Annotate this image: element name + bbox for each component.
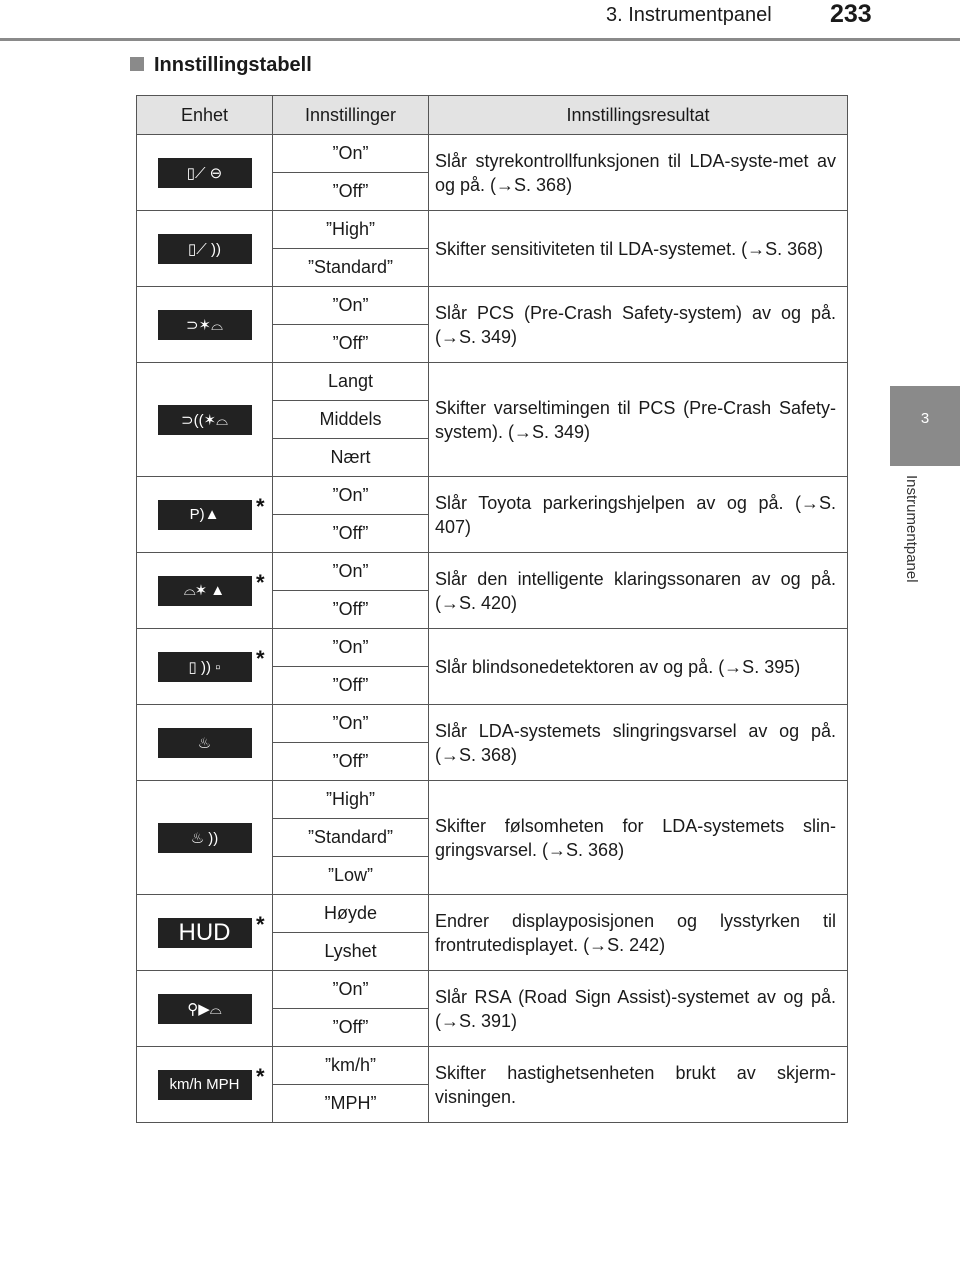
table-row (137, 1047, 848, 1085)
setting-result: Slår Toyota parkeringshjelpen av og på. (→S. 407) (429, 477, 848, 553)
chapter-tab-label: Instrumentpanel (903, 475, 920, 583)
unit-cell (137, 1047, 273, 1123)
col-header-unit: Enhet (137, 96, 273, 135)
col-header-settings: Innstillinger (273, 96, 429, 135)
unit-icon-wrap (158, 234, 252, 264)
setting-value: ”On” (273, 971, 429, 1009)
table-row (137, 629, 848, 667)
setting-result: Slår RSA (Road Sign Assist)-systemet av og på. (→S. 391) (429, 971, 848, 1047)
pcs-icon: ⊃✶⌓ (158, 310, 252, 340)
table-header-row (137, 96, 848, 135)
setting-result: Skifter følsomheten for LDA-systemets slin-gringsvarsel. (→S. 368) (429, 781, 848, 895)
footnote-asterisk: * (255, 493, 265, 519)
setting-result: Slår LDA-systemets slingringsvarsel av og på. (→S. 368) (429, 705, 848, 781)
unit-icon-wrap (158, 823, 252, 853)
setting-result: Endrer displayposisjonen og lysstyrken til frontrutedisplayet. (→S. 242) (429, 895, 848, 971)
unit-cell (137, 363, 273, 477)
page-number: 233 (830, 0, 872, 28)
footnote-asterisk: * (255, 911, 265, 937)
setting-result: Slår PCS (Pre-Crash Safety-system) av og på. (→S. 349) (429, 287, 848, 363)
unit-cell (137, 477, 273, 553)
unit-icon-wrap (158, 405, 252, 435)
unit-cell (137, 705, 273, 781)
table-row (137, 553, 848, 591)
setting-result: Skifter varseltimingen til PCS (Pre-Crash Safety-system). (→S. 349) (429, 363, 848, 477)
footnote-asterisk: * (255, 569, 265, 595)
settings-table (136, 95, 848, 1123)
unit-icon-wrap (158, 310, 252, 340)
setting-value: ”On” (273, 287, 429, 325)
chapter-title: 3. Instrumentpanel (606, 4, 772, 26)
unit-icon-wrap (158, 645, 265, 682)
setting-value: ”Off” (273, 325, 429, 363)
setting-result: Skifter sensitiviteten til LDA-systemet. (→S. 368) (429, 211, 848, 287)
setting-value: ”On” (273, 629, 429, 667)
unit-icon-wrap (158, 994, 252, 1024)
table-row (137, 477, 848, 515)
setting-result: Skifter hastighetsenheten brukt av skjerm-visningen. (429, 1047, 848, 1123)
unit-icon-wrap (158, 1063, 265, 1100)
unit-icon-wrap (158, 728, 252, 758)
unit-icon-wrap (158, 911, 265, 948)
sway-warning-icon: ♨ (158, 728, 252, 758)
chapter-tab: 3 (890, 386, 960, 466)
parking-assist-icon: P)▲ (158, 500, 252, 530)
setting-value: ”Standard” (273, 249, 429, 287)
unit-cell (137, 135, 273, 211)
setting-value: Langt (273, 363, 429, 401)
setting-value: ”On” (273, 705, 429, 743)
pcs-timing-icon: ⊃((✶⌓ (158, 405, 252, 435)
table-row (137, 363, 848, 401)
setting-value: ”On” (273, 135, 429, 173)
unit-cell (137, 211, 273, 287)
table-row (137, 135, 848, 173)
section-marker-icon (130, 57, 144, 71)
table-row (137, 211, 848, 249)
setting-value: ”On” (273, 553, 429, 591)
unit-cell (137, 781, 273, 895)
setting-value: ”Off” (273, 667, 429, 705)
table-row (137, 781, 848, 819)
setting-value: ”On” (273, 477, 429, 515)
speed-unit-icon: km/h MPH (158, 1070, 252, 1100)
table-row (137, 287, 848, 325)
setting-value: ”MPH” (273, 1085, 429, 1123)
setting-value: Middels (273, 401, 429, 439)
setting-result: Slår blindsonedetektoren av og på. (→S. 395) (429, 629, 848, 705)
setting-value: ”High” (273, 781, 429, 819)
clearance-sonar-icon: ⌓✶ ▲ (158, 576, 252, 606)
table-row (137, 895, 848, 933)
unit-cell (137, 553, 273, 629)
setting-value: Høyde (273, 895, 429, 933)
setting-result: Slår den intelligente klaringssonaren av og på. (→S. 420) (429, 553, 848, 629)
section-title-text: Innstillingstabell (154, 54, 312, 76)
unit-cell (137, 287, 273, 363)
footnote-asterisk: * (255, 645, 265, 671)
col-header-result: Innstillingsresultat (429, 96, 848, 135)
table-row (137, 705, 848, 743)
setting-value: ”High” (273, 211, 429, 249)
unit-cell (137, 971, 273, 1047)
setting-value: ”Off” (273, 173, 429, 211)
unit-cell (137, 895, 273, 971)
table-row (137, 971, 848, 1009)
lda-steering-icon: ▯⟋ ⊖ (158, 158, 252, 188)
section-title (130, 54, 312, 77)
setting-value: ”Off” (273, 591, 429, 629)
setting-value: ”Low” (273, 857, 429, 895)
table-body (137, 135, 848, 1123)
unit-cell (137, 629, 273, 705)
unit-icon-wrap (158, 569, 265, 606)
sway-sensitivity-icon: ♨ )) (158, 823, 252, 853)
setting-value: ”Off” (273, 1009, 429, 1047)
unit-icon-wrap (158, 493, 265, 530)
footnote-asterisk: * (255, 1063, 265, 1089)
setting-result: Slår styrekontrollfunksjonen til LDA-syste-met av og på. (→S. 368) (429, 135, 848, 211)
blind-spot-icon: ▯ )) ▫ (158, 652, 252, 682)
setting-value: ”Standard” (273, 819, 429, 857)
header-rule (0, 38, 960, 41)
setting-value: Nært (273, 439, 429, 477)
unit-icon-wrap (158, 158, 252, 188)
rsa-icon: ⚲▶⌓ (158, 994, 252, 1024)
setting-value: ”km/h” (273, 1047, 429, 1085)
setting-value: Lyshet (273, 933, 429, 971)
lda-sensitivity-icon: ▯⟋ )) (158, 234, 252, 264)
setting-value: ”Off” (273, 743, 429, 781)
setting-value: ”Off” (273, 515, 429, 553)
hud-icon: HUD (158, 918, 252, 948)
